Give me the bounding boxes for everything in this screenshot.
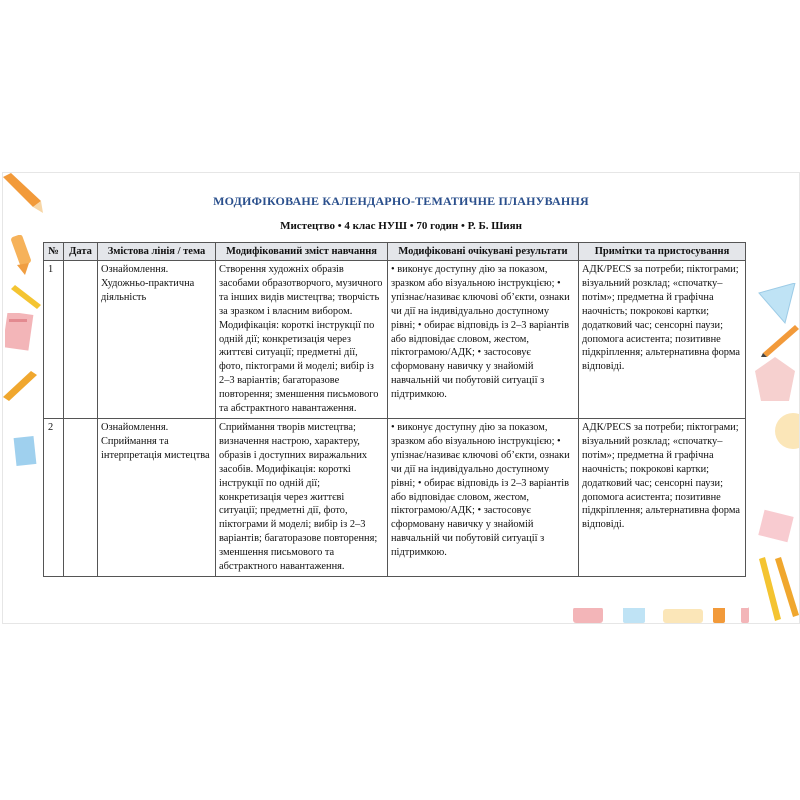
notepad-decoration-icon: [757, 507, 797, 547]
row-date: [64, 418, 98, 576]
row-date: [64, 261, 98, 419]
header-date: Дата: [64, 243, 98, 261]
slide-page: [2, 172, 800, 624]
row-modified-content: Створення художніх образів засобами образотворчого, музичного та інших видів мистецтва; творчість за зразком і власним вибором. Модифікація: короткі інструкції по одній дії; конкретизація через життєві ситуації; предметні дії, фото, піктограми й моделі; вибір із 2–3 варіантів; багаторазове повторення; зменшення письмового та абстрактного навантаження.: [216, 261, 388, 419]
header-num: №: [44, 243, 64, 261]
table-row: [44, 418, 746, 576]
notepad-decoration-icon: [5, 313, 35, 353]
eraser-decoration-icon: [13, 435, 39, 469]
circle-decoration-icon: [773, 409, 800, 453]
header-content-line: Змістова лінія / тема: [98, 243, 216, 261]
triangle-ruler-decoration-icon: [755, 283, 799, 327]
header-modified-content: Модифікований зміст навчання: [216, 243, 388, 261]
pencil-decoration-icon: [11, 285, 41, 309]
header-notes: Примітки та пристосування: [579, 243, 746, 261]
table-header-row: [44, 243, 746, 261]
pencil-decoration-icon: [761, 323, 799, 357]
pencil-decoration-icon: [3, 371, 37, 401]
table-row: [44, 261, 746, 419]
row-expected-results: • виконує доступну дію за показом, зразком або візуальною інструкцією; • упізнає/називає ключові об’єкти, ознаки чи дії на індивідуально доступному рівні; • обирає відповідь із 2–3 варіантів або відповідає словом, жестом, піктограмою/АДК; • застосовує сформовану навичку у знайомій навчальній чи побутовій ситуації з підтримкою.: [388, 261, 579, 419]
row-number: 2: [44, 418, 64, 576]
planning-table: [43, 242, 746, 577]
row-notes: АДК/PECS за потреби; піктограми; візуальний розклад; «спочатку–потім»; предметна й графічна наочність; покрокові картки; додатковий час; сенсорні паузи; допомога асистента; позитивне підкріплення; альтернативна форма відповіді.: [579, 418, 746, 576]
document-title: МОДИФІКОВАНЕ КАЛЕНДАРНО-ТЕМАТИЧНЕ ПЛАНУВАННЯ: [213, 194, 589, 208]
crayon-decoration-icon: [7, 235, 35, 275]
row-content-line: Ознайомлення. Художньо-практична діяльність: [98, 261, 216, 419]
header-expected-results: Модифіковані очікувані результати: [388, 243, 579, 261]
row-expected-results: • виконує доступну дію за показом, зразком або візуальною інструкцією; • упізнає/називає ключові об’єкти, ознаки чи дії на індивідуально доступному рівні; • обирає відповідь із 2–3 варіантів або відповідає словом, жестом, піктограмою/АДК; • застосовує сформовану навичку у знайомій навчальній чи побутовій ситуації з підтримкою.: [388, 418, 579, 576]
document-subtitle: Мистецтво • 4 клас НУШ • 70 годин • Р. Б. Шиян: [280, 220, 522, 232]
planning-table-container: [43, 242, 748, 608]
hexagon-decoration-icon: [755, 357, 795, 409]
row-number: 1: [44, 261, 64, 419]
row-content-line: Ознайомлення. Сприймання та інтерпретація мистецтва: [98, 418, 216, 576]
row-notes: АДК/PECS за потреби; піктограми; візуальний розклад; «спочатку–потім»; предметна й графічна наочність; покрокові картки; додатковий час; сенсорні паузи; допомога асистента; позитивне підкріплення; альтернативна форма відповіді.: [579, 261, 746, 419]
row-modified-content: Сприймання творів мистецтва; визначення настрою, характеру, образів і доступних виражальних засобів. Модифікація: короткі інструкції по одній дії; конкретизація через життєві ситуації; предметні дії, фото, піктограми й моделі; вибір із 2–3 варіантів; багаторазове повторення; зменшення письмового та абстрактного навантаження.: [216, 418, 388, 576]
